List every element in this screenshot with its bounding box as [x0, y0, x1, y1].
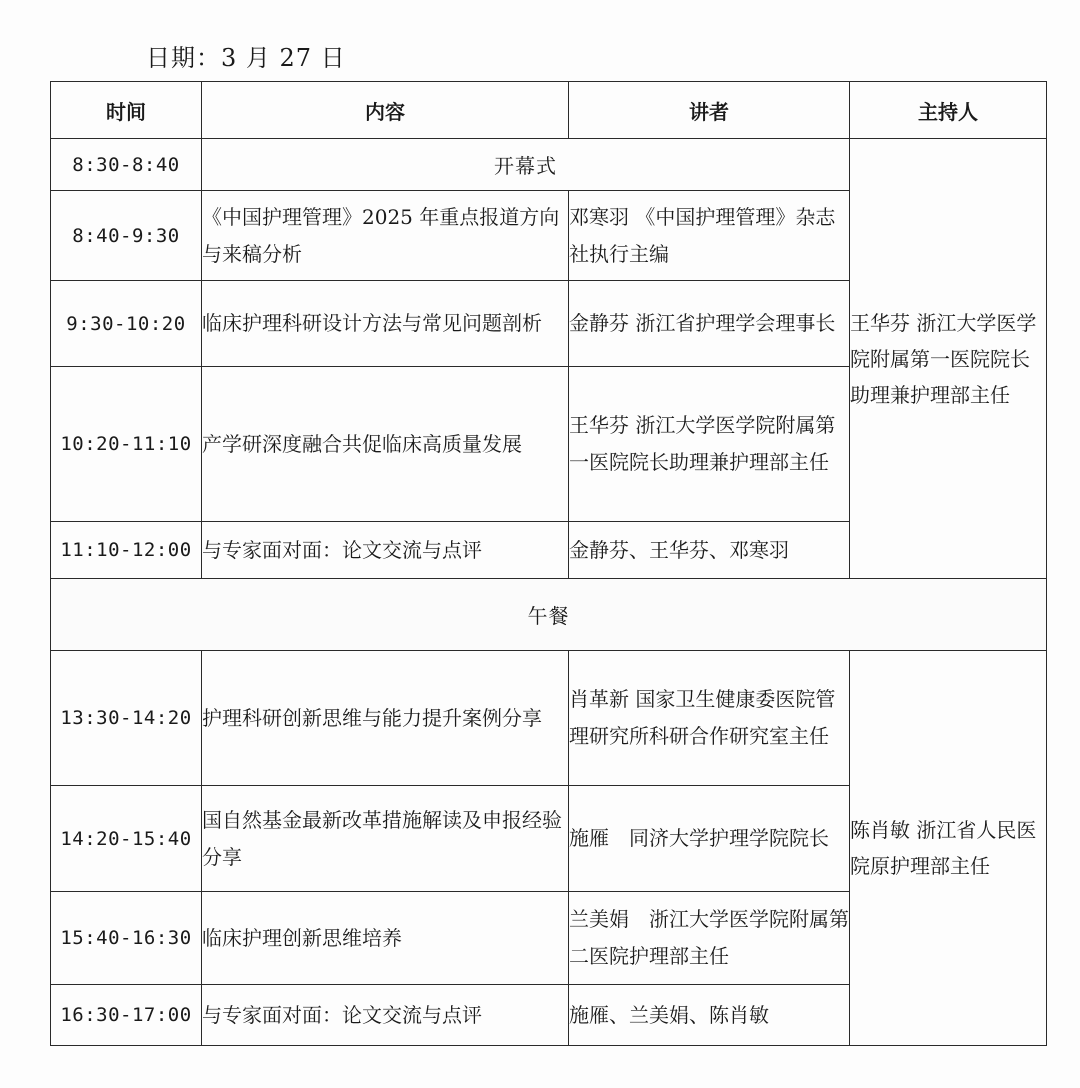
table-row	[51, 651, 1047, 786]
morning-host: 王华芬 浙江大学医学院附属第一医院院长助理兼护理部主任	[850, 139, 1047, 579]
session-time: 9:30-10:20	[51, 281, 202, 367]
header-content: 内容	[202, 82, 569, 139]
session-content: 临床护理科研设计方法与常见问题剖析	[202, 281, 569, 367]
session-time: 13:30-14:20	[51, 651, 202, 786]
session-speaker: 肖革新 国家卫生健康委医院管理研究所科研合作研究室主任	[569, 651, 850, 786]
schedule-table	[50, 81, 1047, 1046]
lunch-row	[51, 579, 1047, 651]
session-speaker: 兰美娟 浙江大学医学院附属第二医院护理部主任	[569, 892, 850, 985]
session-content: 临床护理创新思维培养	[202, 892, 569, 985]
session-content: 与专家面对面：论文交流与点评	[202, 522, 569, 579]
session-speaker: 施雁、兰美娟、陈肖敏	[569, 985, 850, 1046]
session-speaker: 金静芬、王华芬、邓寒羽	[569, 522, 850, 579]
header-host: 主持人	[850, 82, 1047, 139]
session-time: 14:20-15:40	[51, 786, 202, 892]
header-speaker: 讲者	[569, 82, 850, 139]
opening-ceremony: 开幕式	[202, 139, 850, 191]
session-time: 10:20-11:10	[51, 367, 202, 522]
session-speaker: 施雁 同济大学护理学院院长	[569, 786, 850, 892]
lunch-break: 午餐	[51, 579, 1047, 651]
session-content: 《中国护理管理》2025 年重点报道方向与来稿分析	[202, 191, 569, 281]
session-time: 16:30-17:00	[51, 985, 202, 1046]
session-content: 与专家面对面：论文交流与点评	[202, 985, 569, 1046]
session-time: 15:40-16:30	[51, 892, 202, 985]
table-row	[51, 139, 1047, 191]
session-content: 国自然基金最新改革措施解读及申报经验分享	[202, 786, 569, 892]
header-time: 时间	[51, 82, 202, 139]
session-speaker: 王华芬 浙江大学医学院附属第一医院院长助理兼护理部主任	[569, 367, 850, 522]
session-speaker: 邓寒羽 《中国护理管理》杂志社执行主编	[569, 191, 850, 281]
session-content: 护理科研创新思维与能力提升案例分享	[202, 651, 569, 786]
session-speaker: 金静芬 浙江省护理学会理事长	[569, 281, 850, 367]
session-time: 8:30-8:40	[51, 139, 202, 191]
session-time: 11:10-12:00	[51, 522, 202, 579]
header-row	[51, 82, 1047, 139]
date-line: 日期：3 月 27 日	[146, 44, 346, 72]
session-time: 8:40-9:30	[51, 191, 202, 281]
afternoon-host: 陈肖敏 浙江省人民医院原护理部主任	[850, 651, 1047, 1046]
session-content: 产学研深度融合共促临床高质量发展	[202, 367, 569, 522]
